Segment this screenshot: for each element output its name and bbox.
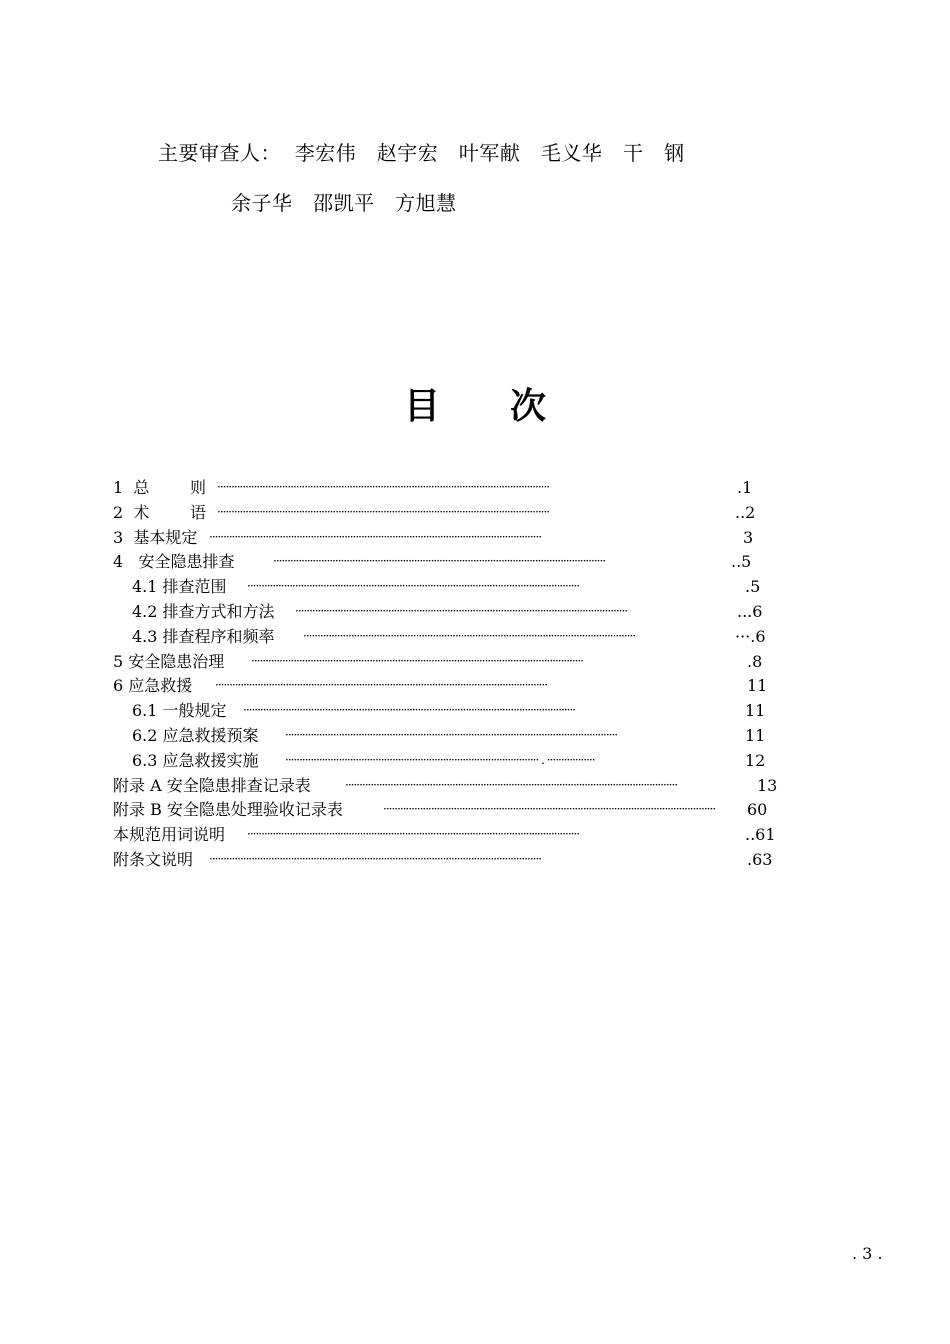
toc-leader: ······················································································································ <box>209 851 542 866</box>
toc-entry[interactable] <box>113 575 793 600</box>
toc-entry[interactable] <box>113 550 793 575</box>
toc-entry[interactable] <box>113 476 793 501</box>
toc-entry[interactable] <box>113 823 793 848</box>
toc-entry-page: .63 <box>747 848 772 873</box>
page-number: . 3 . <box>852 1244 883 1263</box>
toc-entry-label: 5 安全隐患治理 <box>113 650 224 675</box>
toc-entry-page: 11 <box>745 699 765 724</box>
toc-entry-label: 6.3 应急救援实施 <box>132 749 259 774</box>
toc-entry-label: 3 基本规定 <box>113 526 197 551</box>
toc-title-char-1: 目 <box>403 386 440 427</box>
toc-leader: ······················································································································ <box>243 703 576 718</box>
toc-entry-page: .1 <box>737 476 752 501</box>
reviewers-line-2: 余子华 邵凯平 方旭慧 <box>231 191 457 215</box>
toc-leader: ······················································································································ <box>273 554 606 569</box>
toc-entry-label: 6.2 应急救援预案 <box>132 724 259 749</box>
toc-entry[interactable] <box>113 501 793 526</box>
toc-entry-label: 附录 A 安全隐患排查记录表 <box>113 774 311 799</box>
toc-entry[interactable] <box>113 724 793 749</box>
toc-entry-page: 12 <box>745 749 765 774</box>
toc-entry-label: 1 总 则 <box>113 476 206 501</box>
toc-entry-label: 本规范用词说明 <box>113 823 225 848</box>
toc-title <box>0 378 950 429</box>
toc-leader: ······················································································································ <box>247 827 580 842</box>
toc-entry-page: ..61 <box>745 823 776 848</box>
toc-entry-page: 3 <box>743 526 753 551</box>
toc-entry-label: 附条文说明 <box>113 848 193 873</box>
toc-leader: ······················································································································ <box>345 777 678 792</box>
toc-entry-page: ..2 <box>735 501 755 526</box>
toc-entry-label: 4 安全隐患排查 <box>113 550 234 575</box>
toc-entry[interactable] <box>113 749 793 774</box>
toc-entry-label: 6 应急救援 <box>113 674 192 699</box>
toc-entry[interactable] <box>113 674 793 699</box>
toc-entry-label: 4.3 排查程序和频率 <box>132 625 275 650</box>
toc-entry-page: 11 <box>747 674 767 699</box>
toc-entry[interactable] <box>113 798 793 823</box>
toc-title-char-2: 次 <box>510 386 547 427</box>
toc-entry[interactable] <box>113 600 793 625</box>
toc-leader: ······················································································································ <box>251 653 584 668</box>
toc-entry-page: 60 <box>747 798 767 823</box>
toc-entry-page: ···.6 <box>735 625 766 650</box>
toc-entry[interactable] <box>113 650 793 675</box>
toc-entry-label: 4.1 排查范围 <box>132 575 227 600</box>
toc-entry-page: 13 <box>757 774 777 799</box>
toc-entry-page: 11 <box>745 724 765 749</box>
table-of-contents <box>113 476 793 873</box>
toc-entry-page: ...6 <box>737 600 762 625</box>
toc-leader: ······················································································································ <box>217 504 550 519</box>
toc-entry[interactable] <box>113 526 793 551</box>
toc-leader: ······················································································································ <box>215 678 548 693</box>
toc-entry-label: 6.1 一般规定 <box>132 699 227 724</box>
toc-leader: ······················································································································ <box>295 603 628 618</box>
toc-entry-page: ..5 <box>731 550 751 575</box>
toc-entry-label: 2 术 语 <box>113 501 206 526</box>
toc-leader: ······················································································································ <box>217 480 550 494</box>
toc-leader: ·························································································· . ················· <box>285 752 595 767</box>
toc-leader: ······················································································································ <box>209 529 542 544</box>
toc-leader: ······················································································································ <box>285 727 618 742</box>
toc-entry[interactable] <box>113 625 793 650</box>
toc-entry-label: 4.2 排查方式和方法 <box>132 600 275 625</box>
toc-leader: ······················································································································ <box>303 628 636 643</box>
toc-entry-label: 附录 B 安全隐患处理验收记录表 <box>113 798 343 823</box>
toc-entry[interactable] <box>113 774 793 799</box>
toc-leader: ······················································································································ <box>247 579 580 594</box>
toc-leader: ······················································································································ <box>383 802 716 817</box>
toc-entry-page: .8 <box>747 650 762 675</box>
toc-entry[interactable] <box>113 848 793 873</box>
toc-entry[interactable] <box>113 699 793 724</box>
reviewers-line-1: 主要审查人： 李宏伟 赵宇宏 叶军献 毛义华 干 钢 <box>158 141 685 165</box>
toc-entry-page: .5 <box>745 575 760 600</box>
